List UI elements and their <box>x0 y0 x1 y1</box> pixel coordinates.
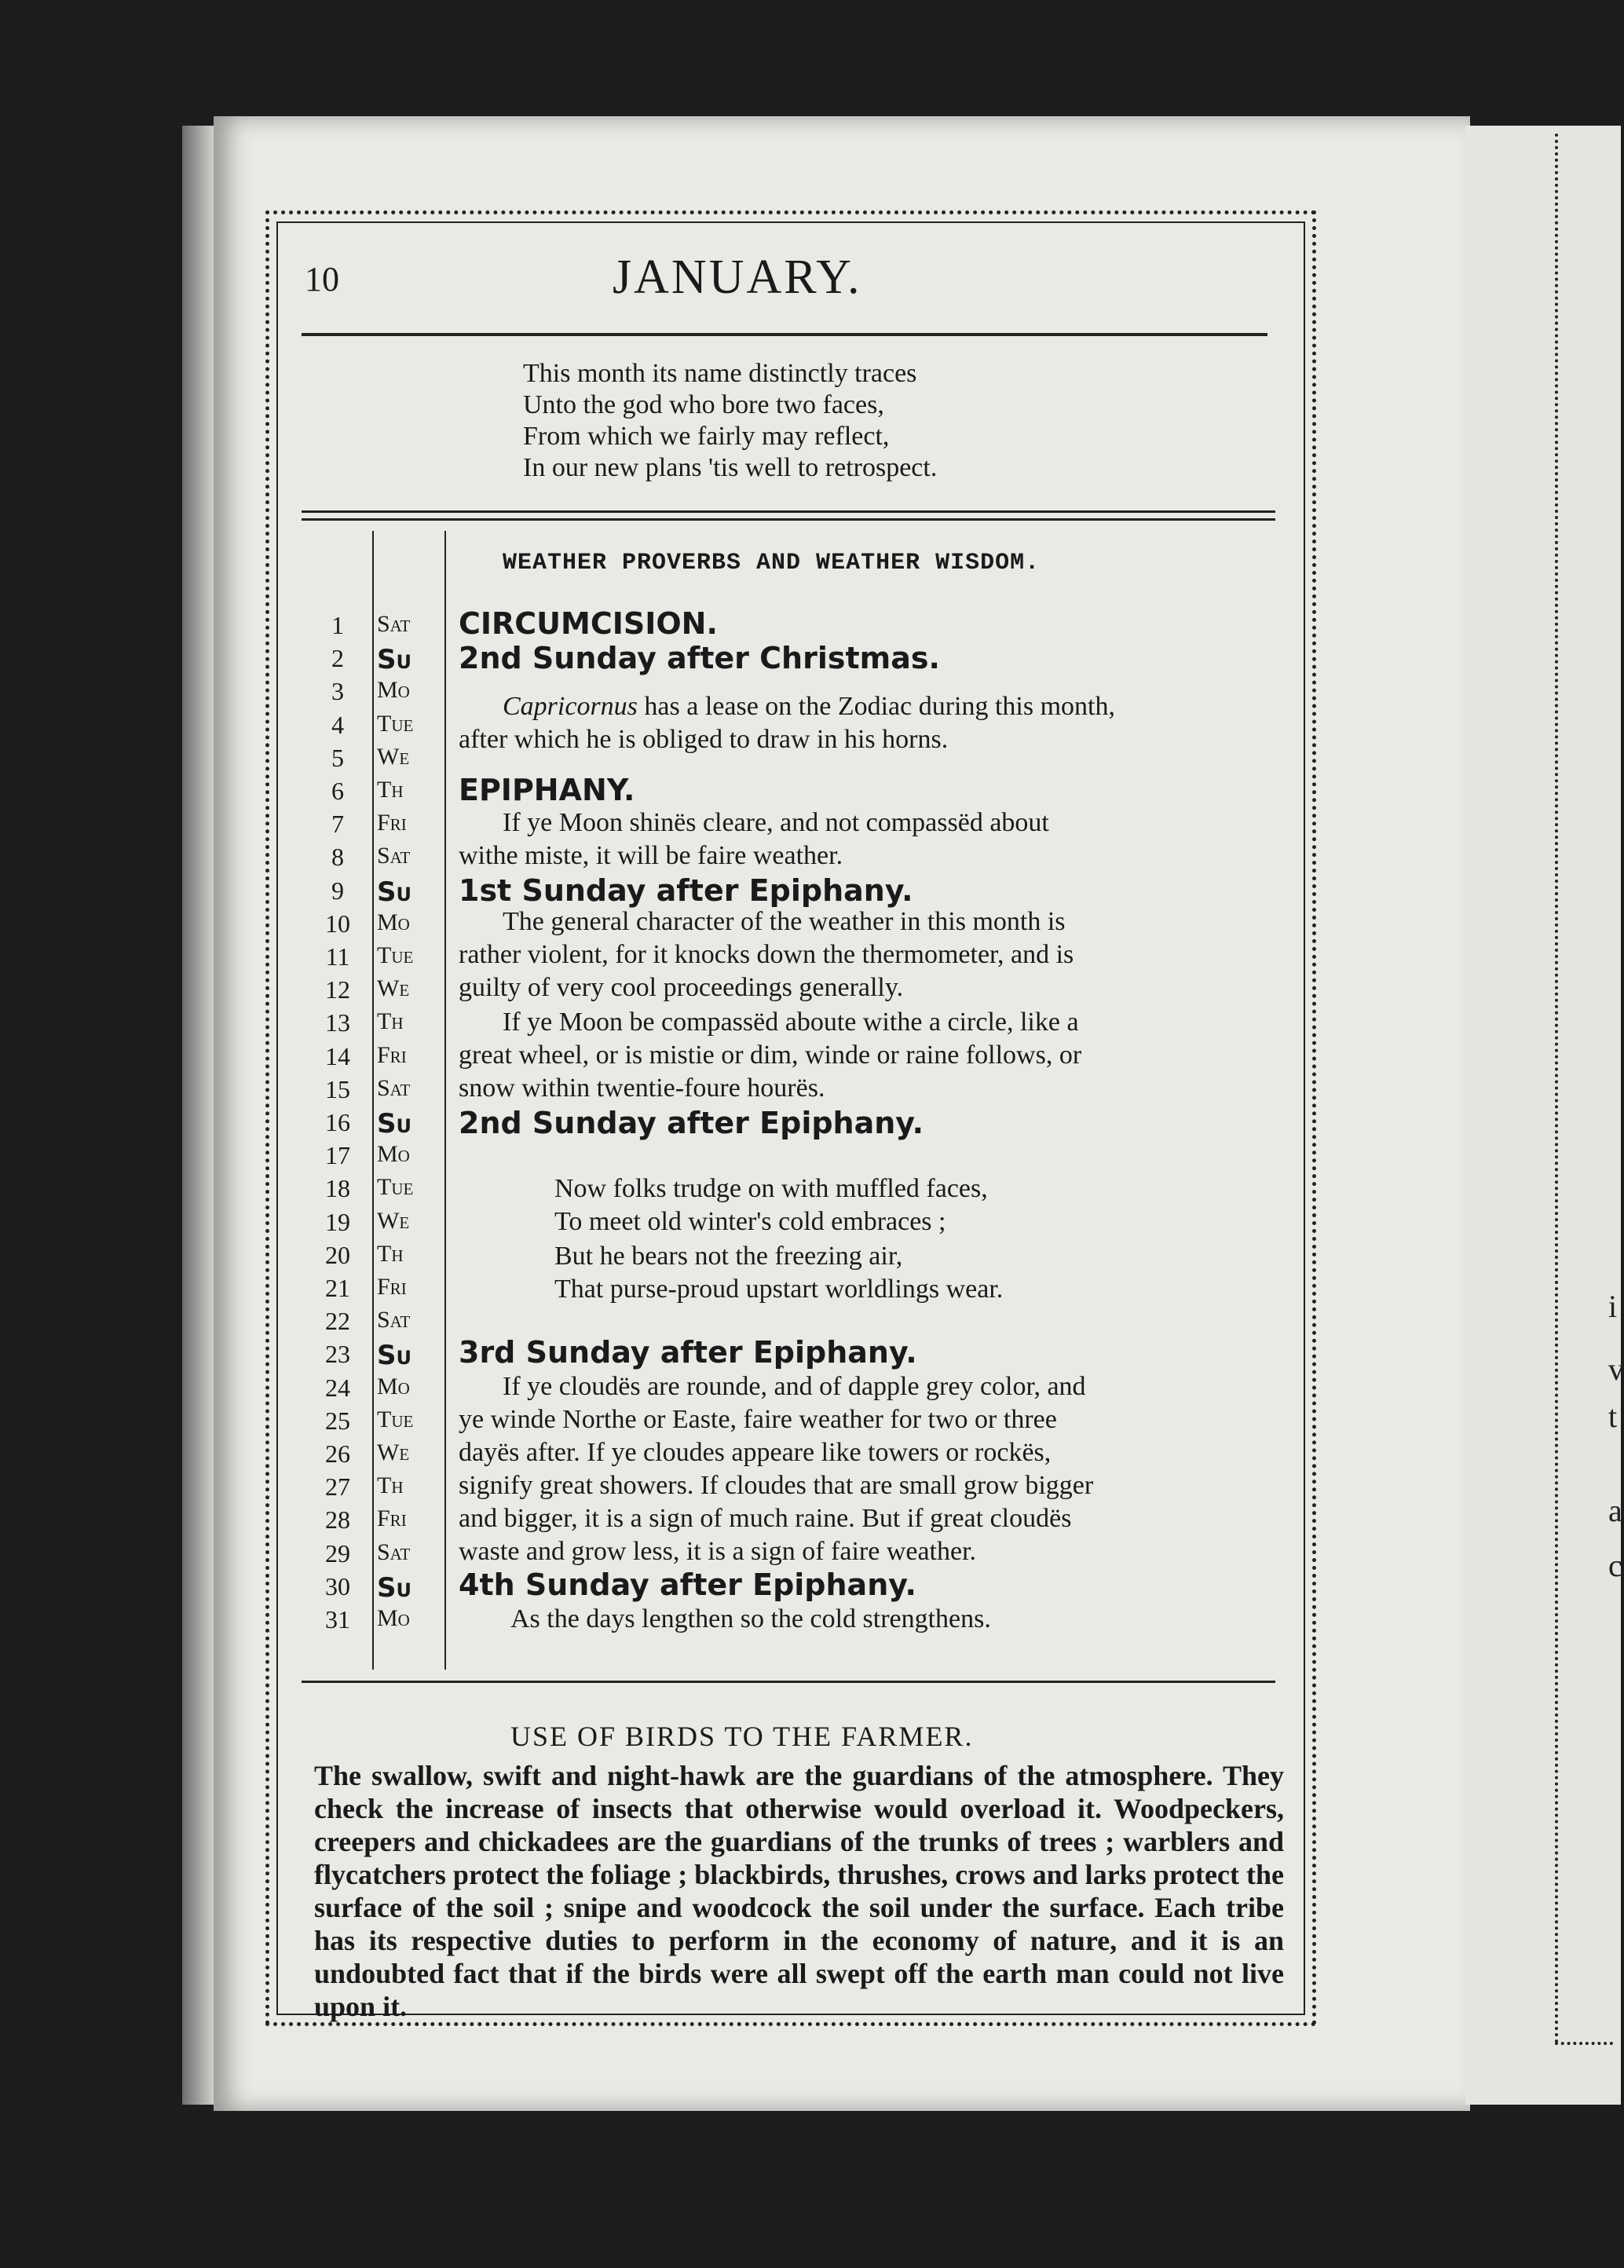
weekday: Mo <box>377 677 410 704</box>
weekday: We <box>377 1439 410 1465</box>
day-number: 16 <box>325 1108 350 1136</box>
entry-heading: EPIPHANY. <box>459 773 635 807</box>
entry-text: and bigger, it is a sign of much raine. But if great cloudës <box>459 1504 1072 1533</box>
day-number: 29 <box>325 1538 350 1567</box>
day-number: 5 <box>331 743 344 772</box>
entry-text: withe miste, it will be faire weather. <box>459 841 843 870</box>
weekday: Th <box>377 1008 404 1035</box>
day-number: 6 <box>331 777 344 805</box>
day-number: 2 <box>331 644 344 673</box>
weekday: Tue <box>377 710 414 737</box>
entry-text: waste and grow less, it is a sign of faire weather. <box>459 1537 977 1566</box>
entry-text: after which he is obliged to draw in his horns. <box>459 725 949 754</box>
weekday: Mo <box>377 909 410 935</box>
day-number: 13 <box>325 1008 350 1037</box>
capricornus-rest: has a lease on the Zodiac during this month, <box>637 692 1116 721</box>
adjacent-page-border <box>1555 134 1613 2045</box>
weekday: Tue <box>377 1174 414 1201</box>
weekday: Th <box>377 777 404 803</box>
weekday: Sat <box>377 1538 411 1565</box>
birds-title: USE OF BIRDS TO THE FARMER. <box>510 1721 974 1752</box>
day-number: 9 <box>331 876 344 905</box>
entry-heading: 3rd Sunday after Epiphany. <box>459 1335 917 1370</box>
day-number: 27 <box>325 1472 350 1502</box>
weekday: Fri <box>377 1505 407 1532</box>
entry-heading: 2nd Sunday after Christmas. <box>459 641 940 675</box>
adjacent-page-fragment: v <box>1608 1352 1624 1387</box>
weekday: Sat <box>377 611 411 637</box>
poem-line: That purse-proud upstart worldlings wear. <box>554 1275 1004 1304</box>
adjacent-page-fragment: c <box>1608 1548 1622 1583</box>
day-number: 19 <box>325 1207 350 1236</box>
weekday: Th <box>377 1240 404 1267</box>
entry-text: snow within twentie-foure hourës. <box>459 1074 825 1103</box>
entry-text <box>503 691 1115 722</box>
entry-text: The general character of the weather in this month is <box>503 907 1066 936</box>
day-number: 25 <box>325 1406 350 1435</box>
weekday: Tue <box>377 942 414 968</box>
entry-text: great wheel, or is mistie or dim, winde or raine follows, or <box>459 1041 1082 1070</box>
weekday: Fri <box>377 810 407 836</box>
day-number: 3 <box>331 677 344 706</box>
title-rule <box>302 333 1267 336</box>
weekday: Th <box>377 1472 404 1499</box>
weekday: Su <box>377 876 411 908</box>
verse-line: Unto the god who bore two faces, <box>523 390 884 419</box>
entry-heading: 1st Sunday after Epiphany. <box>459 873 913 908</box>
day-number: 23 <box>325 1340 350 1369</box>
day-number: 17 <box>325 1141 350 1170</box>
weekday: Su <box>377 1340 411 1372</box>
entry-text: ye winde Northe or Easte, faire weather for two or three <box>459 1405 1057 1434</box>
weekday: Su <box>377 644 411 676</box>
entry-text: guilty of very cool proceedings generally. <box>459 973 904 1002</box>
day-number: 10 <box>325 909 350 938</box>
day-number: 1 <box>331 611 344 639</box>
capricornus-word: Capricornus <box>503 692 638 721</box>
weekday: We <box>377 1207 410 1234</box>
entry-text: signify great showers. If cloudes that are small grow bigger <box>459 1471 1094 1500</box>
day-number: 11 <box>325 942 350 971</box>
weekday: Tue <box>377 1406 414 1432</box>
weekday: Sat <box>377 1307 411 1333</box>
day-number: 30 <box>325 1571 350 1600</box>
day-number: 12 <box>325 975 350 1004</box>
entry-text: If ye Moon shinës cleare, and not compassëd about <box>503 808 1049 837</box>
verse-rule-bottom <box>302 518 1275 521</box>
section-title: WEATHER PROVERBS AND WEATHER WISDOM. <box>503 550 1041 576</box>
entry-heading: CIRCUMCISION. <box>459 606 718 641</box>
calendar-bottom-rule <box>302 1681 1275 1683</box>
poem-line: But he bears not the freezing air, <box>554 1242 903 1271</box>
page-number: 10 <box>305 260 339 298</box>
calendar-column-rule <box>444 531 446 1670</box>
entry-text: As the days lengthen so the cold strengthens. <box>510 1604 991 1633</box>
adjacent-page-fragment: a <box>1608 1493 1622 1528</box>
day-number: 28 <box>325 1505 350 1535</box>
day-number: 24 <box>325 1373 350 1402</box>
poem-line: Now folks trudge on with muffled faces, <box>554 1174 988 1203</box>
month-title: JANUARY. <box>613 251 862 304</box>
poem-line: To meet old winter's cold embraces ; <box>554 1207 946 1236</box>
weekday: Fri <box>377 1274 407 1300</box>
day-number: 22 <box>325 1307 350 1336</box>
weekday: Mo <box>377 1141 410 1168</box>
weekday: Su <box>377 1571 411 1604</box>
month-verse <box>523 358 937 484</box>
entry-text: dayës after. If ye cloudes appeare like towers or rockës, <box>459 1438 1052 1467</box>
weekday: Mo <box>377 1373 410 1399</box>
day-number: 15 <box>325 1074 350 1103</box>
day-number: 20 <box>325 1240 350 1269</box>
weekday: We <box>377 975 410 1002</box>
day-number: 14 <box>325 1041 350 1070</box>
weekday: Mo <box>377 1605 410 1631</box>
weekday: Fri <box>377 1041 407 1068</box>
entry-heading: 4th Sunday after Epiphany. <box>459 1567 916 1602</box>
weekday: Sat <box>377 843 411 869</box>
weekday: We <box>377 743 410 770</box>
entry-heading: 2nd Sunday after Epiphany. <box>459 1106 924 1140</box>
day-number: 26 <box>325 1439 350 1468</box>
verse-line: This month its name distinctly traces <box>523 359 917 388</box>
day-number: 18 <box>325 1174 350 1203</box>
day-number: 4 <box>331 710 344 739</box>
weekday: Sat <box>377 1074 411 1101</box>
book-spine-shadow <box>182 126 214 2105</box>
verse-rule-top <box>302 510 1275 513</box>
day-number: 31 <box>325 1605 350 1633</box>
weekday: Su <box>377 1108 411 1139</box>
day-number: 21 <box>325 1274 350 1302</box>
entry-text: rather violent, for it knocks down the thermometer, and is <box>459 940 1074 969</box>
birds-text: The swallow, swift and night-hawk are the guardians of the atmosphere. They check the increase of insects that otherwise would overload it. Woodpeckers, creepers and chickadees are the guardians of the trunks of trees ; warblers and flycatchers protect the foliage ; blackbirds, thrushes, crows and larks protect the surface of the soil ; snipe and woodcock the soil under the surface. Each tribe has its respective duties to perform in the economy of nature, and it is an undoubted fact that if the birds were all swept off the earth man could not live upon it. <box>314 1760 1284 2022</box>
adjacent-page-fragment: i <box>1608 1289 1618 1324</box>
day-number: 7 <box>331 810 344 839</box>
adjacent-page-fragment: t <box>1608 1399 1618 1434</box>
entry-text: If ye Moon be compassëd aboute withe a circle, like a <box>503 1008 1079 1037</box>
verse-line: From which we fairly may reflect, <box>523 422 890 451</box>
entry-text: If ye cloudës are rounde, and of dapple grey color, and <box>503 1372 1086 1401</box>
calendar-column-rule <box>372 531 374 1670</box>
day-number: 8 <box>331 843 344 872</box>
verse-line: In our new plans 'tis well to retrospect. <box>523 453 938 482</box>
